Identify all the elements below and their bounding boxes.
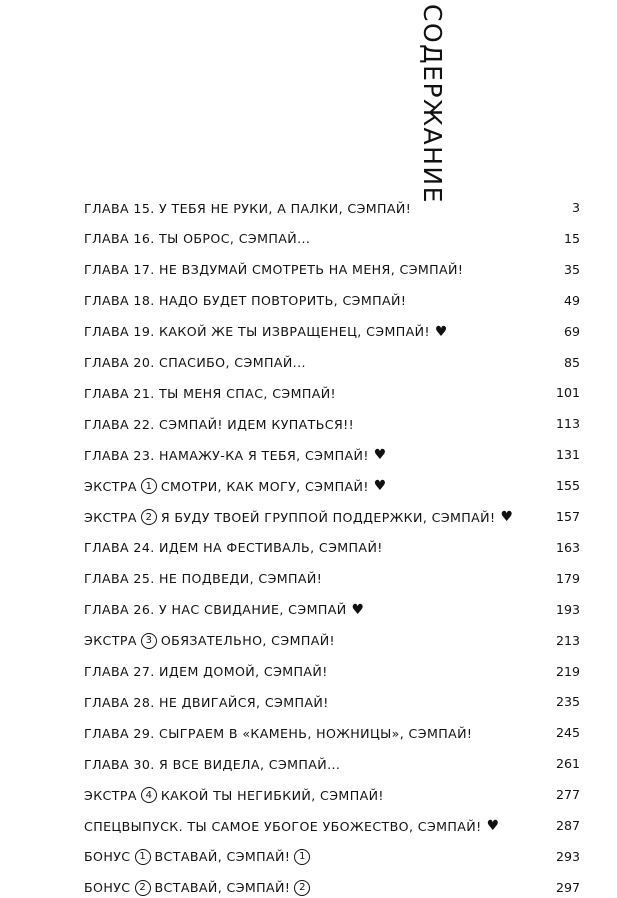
toc-entry	[84, 664, 328, 679]
heart-icon: ♥	[373, 478, 387, 495]
page-number: 155	[555, 478, 580, 494]
toc-entry	[84, 849, 314, 865]
heart-icon: ♥	[373, 447, 387, 464]
toc-row	[84, 569, 580, 589]
circled-number: 2	[141, 509, 157, 525]
toc-label: КАКОЙ ТЫ НЕГИБКИЙ, СЭМПАЙ!	[160, 787, 384, 803]
toc-entry	[84, 571, 322, 586]
circled-number: 2	[294, 880, 310, 896]
toc-prefix: ЭКСТРА	[84, 478, 137, 494]
page-number: 49	[563, 292, 580, 308]
page-number: 193	[555, 601, 580, 617]
toc-row	[84, 414, 580, 434]
page-number: 163	[555, 539, 580, 555]
toc-label: ГЛАВА 21. ТЫ МЕНЯ СПАС, СЭМПАЙ!	[84, 385, 336, 401]
toc-entry	[84, 633, 335, 649]
toc-entry	[84, 602, 365, 617]
page-number: 179	[555, 570, 580, 586]
toc-label: ВСТАВАЙ, СЭМПАЙ!	[154, 880, 291, 896]
circled-number: 1	[141, 478, 157, 494]
toc-entry	[84, 787, 384, 803]
toc-label: ГЛАВА 26. У НАС СВИДАНИЕ, СЭМПАЙ	[84, 602, 347, 618]
circled-number: 3	[141, 633, 157, 649]
toc-label: ГЛАВА 18. НАДО БУДЕТ ПОВТОРИТЬ, СЭМПАЙ!	[84, 293, 407, 309]
toc-entry	[84, 355, 306, 370]
toc-label: СПЕЦВЫПУСК. ТЫ САМОЕ УБОГОЕ УБОЖЕСТВО, СЭМПАЙ!	[84, 818, 482, 834]
toc-label: ГЛАВА 19. КАКОЙ ЖЕ ТЫ ИЗВРАЩЕНЕЦ, СЭМПАЙ!	[84, 324, 430, 340]
toc-entry	[84, 324, 448, 339]
toc-entry	[84, 540, 383, 555]
toc-label: ГЛАВА 29. СЫГРАЕМ В «КАМЕНЬ, НОЖНИЦЫ», СЭМПАЙ!	[84, 725, 473, 741]
page-number: 297	[555, 879, 580, 895]
toc-entry	[84, 880, 314, 896]
toc-label: ГЛАВА 16. ТЫ ОБРОС, СЭМПАЙ...	[84, 231, 311, 247]
toc-row	[84, 692, 580, 712]
toc-row	[84, 445, 580, 465]
page-number: 293	[555, 848, 580, 864]
toc-prefix: ЭКСТРА	[84, 787, 137, 803]
heart-icon: ♥	[500, 509, 514, 525]
page-number: 35	[563, 261, 580, 277]
toc-row	[84, 723, 580, 743]
page-number: 3	[571, 200, 580, 215]
toc-label: ГЛАВА 23. НАМАЖУ-КА Я ТЕБЯ, СЭМПАЙ!	[84, 447, 369, 463]
toc-row	[84, 631, 580, 651]
toc-row	[84, 260, 580, 280]
page-number: 245	[555, 725, 580, 741]
toc-label: ГЛАВА 27. ИДЕМ ДОМОЙ, СЭМПАЙ!	[84, 664, 328, 679]
circled-number: 1	[135, 849, 151, 865]
toc-label: ГЛАВА 20. СПАСИБО, СЭМПАЙ...	[84, 355, 306, 370]
page-number: 113	[555, 416, 580, 432]
toc-label: ГЛАВА 24. ИДЕМ НА ФЕСТИВАЛЬ, СЭМПАЙ!	[84, 540, 383, 556]
circled-number: 2	[135, 880, 151, 896]
toc-row	[84, 538, 580, 558]
toc-row	[84, 785, 580, 805]
toc-entry	[84, 417, 354, 432]
toc-entry	[84, 201, 411, 216]
circled-number: 1	[294, 849, 310, 865]
toc-label: ОБЯЗАТЕЛЬНО, СЭМПАЙ!	[160, 633, 335, 649]
toc-row	[84, 198, 580, 218]
toc-entry	[84, 757, 340, 772]
page-number: 15	[563, 230, 580, 246]
circled-number: 4	[141, 787, 157, 803]
toc-prefix: ЭКСТРА	[84, 509, 137, 525]
toc-row	[84, 291, 580, 311]
page-number: 287	[555, 818, 580, 833]
toc-label: ГЛАВА 30. Я ВСЕ ВИДЕЛА, СЭМПАЙ...	[84, 756, 341, 772]
toc-row	[84, 229, 580, 249]
page-number: 219	[555, 663, 580, 679]
toc-row	[84, 600, 580, 620]
toc-label: ГЛАВА 28. НЕ ДВИГАЙСЯ, СЭМПАЙ!	[84, 694, 329, 710]
page-number: 85	[563, 354, 580, 370]
toc-prefix: БОНУС	[84, 849, 131, 865]
toc-entry	[84, 509, 513, 525]
page-number: 277	[555, 787, 580, 803]
page-number: 69	[563, 323, 580, 339]
page-number: 235	[555, 694, 580, 710]
toc-entry	[84, 695, 329, 710]
heart-icon: ♥	[351, 601, 365, 618]
toc-entry	[84, 478, 387, 494]
toc-row	[84, 383, 580, 403]
page-number: 131	[555, 447, 580, 463]
heart-icon: ♥	[486, 818, 500, 834]
toc-label: ГЛАВА 17. НЕ ВЗДУМАЙ СМОТРЕТЬ НА МЕНЯ, СЭМПАЙ!	[84, 262, 464, 278]
toc-row	[84, 322, 580, 342]
toc-prefix: БОНУС	[84, 880, 131, 896]
toc-row	[84, 353, 580, 373]
heart-icon: ♥	[434, 323, 448, 340]
toc-prefix: ЭКСТРА	[84, 633, 137, 649]
toc-row	[84, 816, 580, 836]
toc-label: ГЛАВА 22. СЭМПАЙ! ИДЕМ КУПАТЬСЯ!!	[84, 416, 355, 432]
toc-entry	[84, 726, 472, 741]
toc-row	[84, 754, 580, 774]
toc-entry	[84, 448, 387, 463]
toc-row	[84, 662, 580, 682]
page-number: 101	[555, 385, 580, 401]
toc-row	[84, 476, 580, 496]
page-number: 261	[555, 756, 580, 772]
toc-entry	[84, 293, 406, 308]
toc-label: ВСТАВАЙ, СЭМПАЙ!	[154, 849, 291, 865]
toc-row	[84, 878, 580, 898]
page-number: 213	[555, 632, 580, 648]
toc-row	[84, 507, 580, 527]
toc-row	[84, 847, 580, 867]
toc-entry	[84, 262, 463, 277]
page-number: 157	[555, 509, 580, 524]
toc-entry	[84, 819, 500, 834]
toc-label: ГЛАВА 25. НЕ ПОДВЕДИ, СЭМПАЙ!	[84, 571, 323, 587]
toc-label: ГЛАВА 15. У ТЕБЯ НЕ РУКИ, А ПАЛКИ, СЭМПАЙ!	[84, 200, 412, 216]
toc-entry	[84, 386, 336, 401]
page-title: СОДЕРЖАНИЕ	[418, 4, 447, 204]
toc-entry	[84, 231, 310, 246]
toc-label: Я БУДУ ТВОЕЙ ГРУППОЙ ПОДДЕРЖКИ, СЭМПАЙ!	[160, 509, 496, 525]
toc-label: СМОТРИ, КАК МОГУ, СЭМПАЙ!	[160, 478, 369, 494]
